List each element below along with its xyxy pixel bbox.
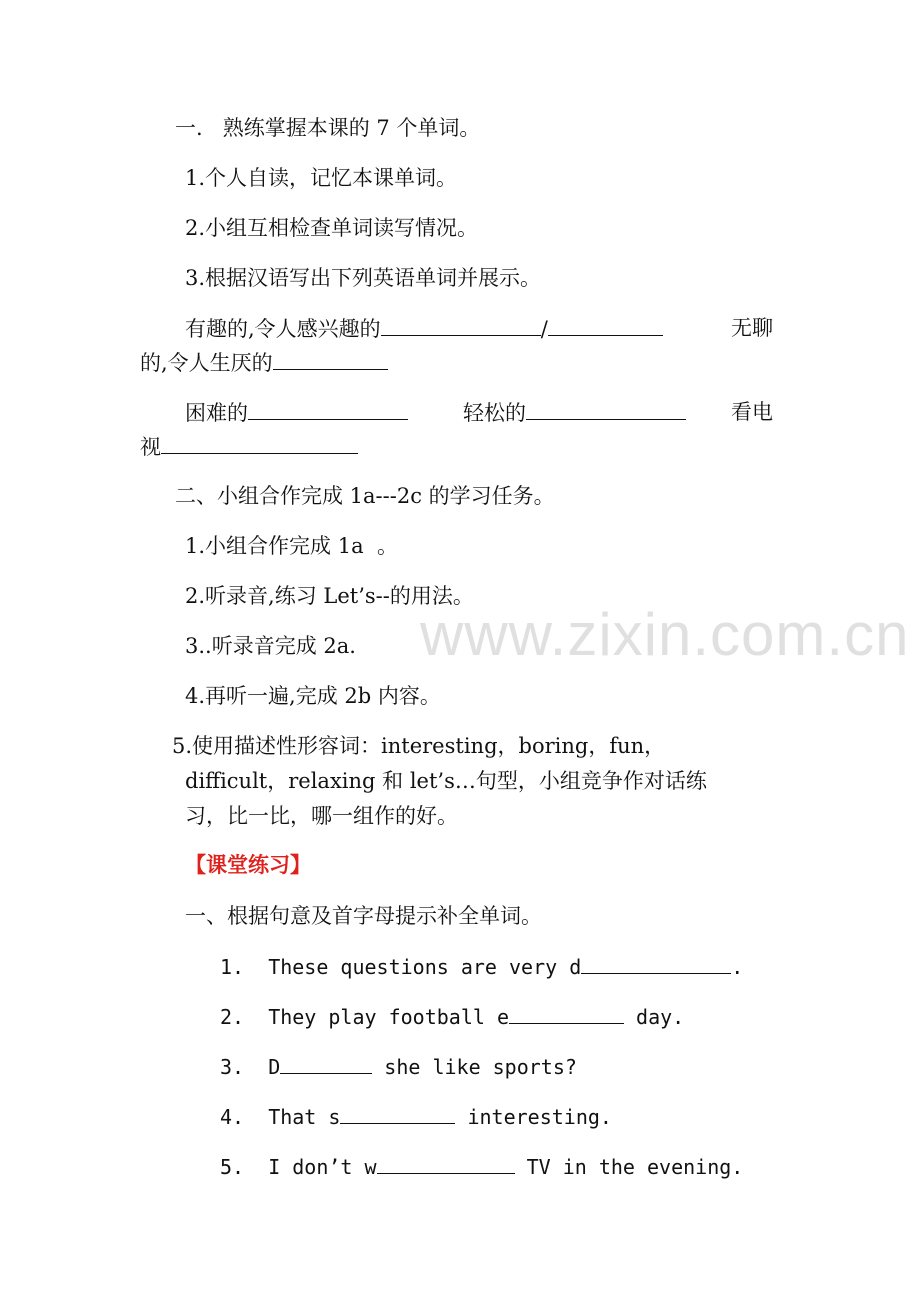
question-text-start: These questions are very d: [268, 955, 582, 979]
vocab-boring-label-1: 无聊: [731, 316, 773, 340]
vocab-relaxing-label: 轻松的: [463, 401, 526, 425]
section2-item-5-line-3: 习，比一比，哪一组作的好。: [185, 804, 458, 828]
vocab-relaxing-blank[interactable]: [526, 397, 686, 420]
question-1: [220, 951, 743, 982]
vocab-boring-blank[interactable]: [273, 347, 388, 370]
question-text-end: interesting.: [455, 1105, 612, 1129]
section1-item-3: 3.根据汉语写出下列英语单词并展示。: [185, 266, 542, 290]
vocab-boring-label-2: 的,令人生厌的: [140, 351, 273, 375]
question-number: 2.: [220, 1005, 245, 1029]
question-text-start: D: [268, 1055, 281, 1079]
section2-heading: 二、小组合作完成 1a---2c 的学习任务。: [175, 484, 555, 508]
question-5: [220, 1151, 743, 1182]
section2-item-5-line-2: difficult，relaxing 和 let’s…句型，小组竞争作对话练: [185, 769, 707, 793]
answer-blank[interactable]: [340, 1101, 455, 1124]
practice-title: 【课堂练习】: [185, 853, 311, 877]
vocab-tv-label-1: 看电: [731, 400, 773, 424]
vocab-line-3b: [463, 397, 686, 428]
vocab-line-4: [140, 431, 358, 462]
section2-item-2: 2.听录音,练习 Let’s--的用法。: [185, 584, 474, 608]
question-text-end: she like sports?: [372, 1055, 577, 1079]
question-4: [220, 1101, 612, 1132]
question-text-end: .: [731, 955, 744, 979]
vocab-line-1: [185, 313, 663, 344]
watermark: www.zixin.com.cn: [420, 601, 910, 668]
question-number: 4.: [220, 1105, 245, 1129]
question-2: [220, 1001, 684, 1032]
question-text-end: TV in the evening.: [514, 1155, 744, 1179]
section2-item-4: 4.再听一遍,完成 2b 内容。: [185, 684, 441, 708]
question-text-start: They play football e: [268, 1005, 510, 1029]
answer-blank[interactable]: [280, 1051, 372, 1074]
question-number: 1.: [220, 955, 245, 979]
section1-item-2: 2.小组互相检查单词读写情况。: [185, 216, 479, 240]
vocab-tv-blank[interactable]: [161, 431, 358, 454]
vocab-line-2: [140, 347, 388, 378]
section2-item-3: 3..听录音完成 2a.: [185, 634, 356, 658]
section2-item-1: 1.小组合作完成 1a 。: [185, 534, 398, 558]
vocab-interesting-blank-2[interactable]: [548, 313, 663, 336]
vocab-difficult-blank[interactable]: [248, 397, 408, 420]
question-3: [220, 1051, 577, 1082]
question-text-end: day.: [624, 1005, 685, 1029]
vocab-tv-label-2: 视: [140, 435, 161, 459]
vocab-difficult-label: 困难的: [185, 401, 248, 425]
answer-blank[interactable]: [581, 951, 731, 974]
vocab-line-3: [185, 397, 408, 428]
question-number: 3.: [220, 1055, 245, 1079]
answer-blank[interactable]: [509, 1001, 624, 1024]
vocab-interesting-blank[interactable]: [381, 313, 541, 336]
question-number: 5.: [220, 1155, 245, 1179]
section1-item-1: 1.个人自读，记忆本课单词。: [185, 166, 458, 190]
question-text-start: I don’t w: [268, 1155, 377, 1179]
vocab-interesting-label: 有趣的,令人感兴趣的: [185, 317, 381, 341]
section2-item-5-line-1: 5.使用描述性形容词：interesting，boring，fun，: [172, 734, 666, 758]
practice-heading: 一、根据句意及首字母提示补全单词。: [185, 904, 542, 928]
question-text-start: That s: [268, 1105, 341, 1129]
section1-heading: 一. 熟练掌握本课的 7 个单词。: [175, 116, 481, 140]
vocab-slash: /: [540, 317, 548, 341]
answer-blank[interactable]: [377, 1151, 515, 1174]
